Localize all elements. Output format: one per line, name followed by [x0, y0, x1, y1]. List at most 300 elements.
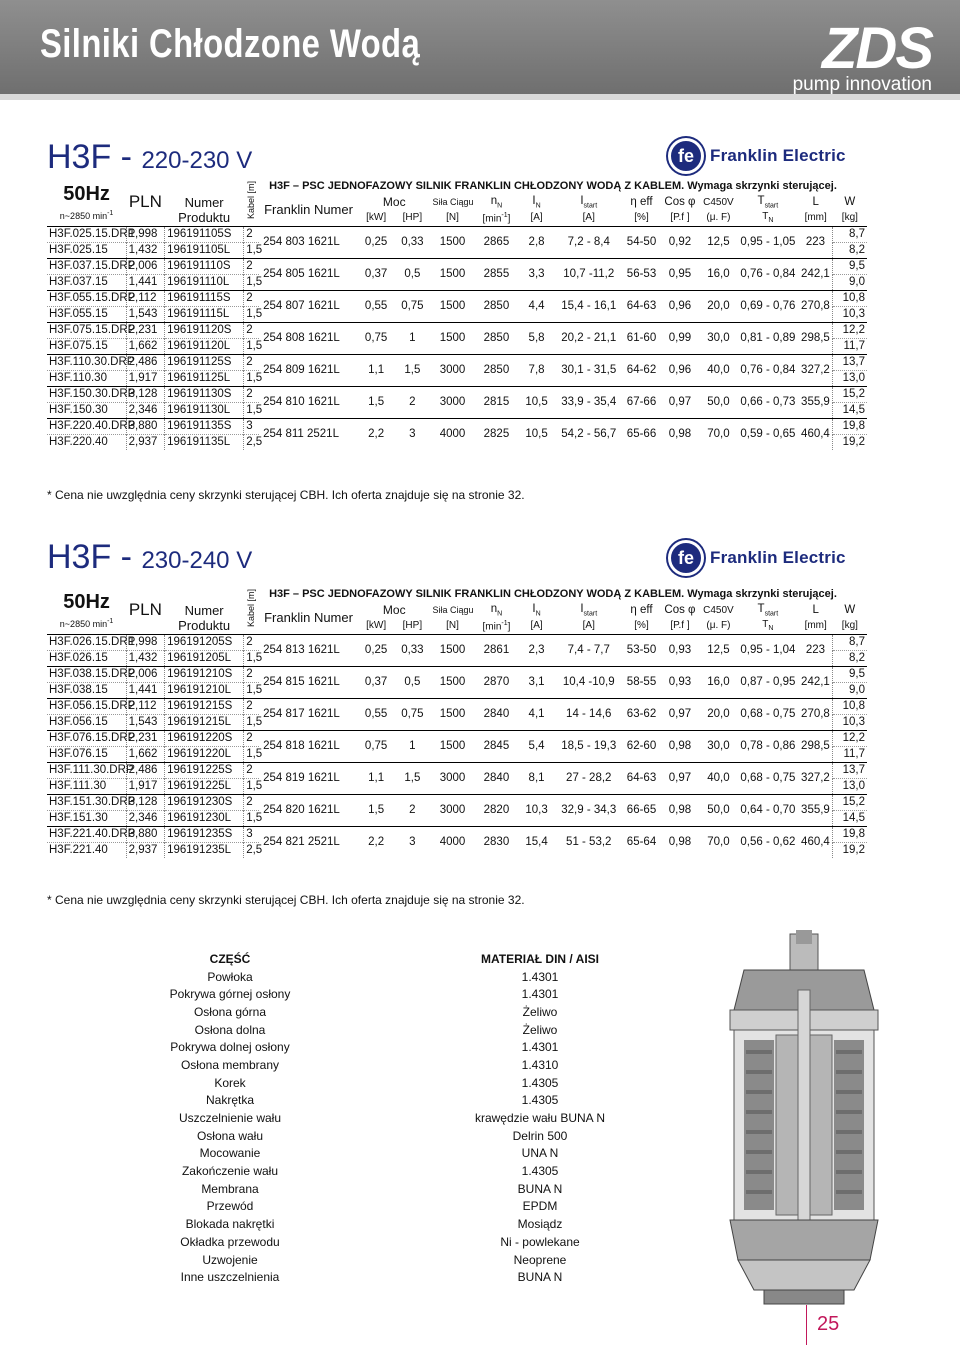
weight: 9,5 [833, 666, 867, 682]
product-number: 196191135L [165, 434, 244, 450]
product-number: 196191235S [165, 826, 244, 842]
unit-kg: [kg] [841, 620, 858, 632]
price-pln: 1,998 [126, 226, 164, 242]
speed-header [474, 602, 518, 618]
unit-hp: [HP] [402, 620, 423, 632]
power-kw: 0,25 [358, 226, 394, 258]
part-material: Żeliwo [522, 1004, 558, 1019]
start-current: 7,4 - 7,7 [555, 634, 623, 666]
header-symbol: T [757, 194, 765, 207]
product-number: 196191220S [165, 730, 244, 746]
efficiency: 63-62 [623, 698, 660, 730]
speed: 2850 [474, 290, 518, 322]
cable-length: 2 [244, 354, 259, 370]
materials-table [150, 950, 640, 1286]
power-kw: 0,55 [358, 290, 394, 322]
part-material: 1.4301 [521, 987, 559, 1002]
franklin-number: 254 811 2521L [259, 418, 358, 450]
start-current-header [555, 602, 623, 618]
product-number: 196191220L [165, 746, 244, 762]
length-header: L [812, 196, 819, 208]
length: 355,9 [799, 386, 833, 418]
unit-tn [737, 618, 799, 634]
franklin-logo-2 [668, 540, 846, 576]
header-index: N [535, 202, 541, 210]
weight: 14,5 [833, 810, 867, 826]
part-material: Żeliwo [522, 1022, 558, 1037]
part-name: Pokrywa dolnej osłony [170, 1040, 290, 1055]
cos-header: Cos φ [664, 196, 696, 208]
capacitor: 20,0 [700, 698, 737, 730]
franklin-number: 254 820 1621L [259, 794, 358, 826]
price-pln: 2,346 [126, 402, 164, 418]
start-current: 32,9 - 34,3 [555, 794, 623, 826]
speed: 2820 [474, 794, 518, 826]
length: 270,8 [799, 290, 833, 322]
current: 7,8 [518, 354, 554, 386]
cable-header-label: Kabel [m] [246, 181, 257, 220]
table-row [47, 386, 867, 402]
part-name: Uzwojenie [202, 1252, 258, 1267]
product-number: 196191105S [165, 226, 244, 242]
cable-length: 2 [244, 322, 259, 338]
weight: 13,0 [833, 370, 867, 386]
part-name: Osłona dolna [194, 1022, 266, 1037]
price-pln: 1,662 [126, 338, 164, 354]
length: 327,2 [799, 354, 833, 386]
materials-row [150, 1038, 640, 1056]
materials-row [150, 1198, 640, 1216]
unit-kw: [kW] [366, 620, 387, 632]
product-number: 196191230L [165, 810, 244, 826]
product-number: 196191130L [165, 402, 244, 418]
capacitor: 16,0 [700, 258, 737, 290]
cable-length: 2,5 [244, 434, 259, 450]
current: 8,1 [518, 762, 554, 794]
length: 223 [799, 634, 833, 666]
hz-label: 50Hz [63, 591, 110, 613]
power-hp: 1,5 [394, 354, 430, 386]
model-code: H3F.151.30.DRP [49, 796, 136, 808]
product-header-2: Produktu [178, 618, 231, 633]
cable-length: 1,5 [244, 714, 259, 730]
cable-length: 2 [244, 698, 259, 714]
capacitor: 12,5 [700, 634, 737, 666]
cable-length: 2 [244, 226, 259, 242]
cable-length: 3 [244, 418, 259, 434]
length: 298,5 [799, 322, 833, 354]
materials-row [150, 1109, 640, 1127]
power-kw: 2,2 [358, 418, 394, 450]
part-material: Neoprene [513, 1252, 567, 1267]
header-index: N [535, 610, 541, 618]
product-number: 196191125L [165, 370, 244, 386]
weight: 12,2 [833, 730, 867, 746]
materials-row [150, 968, 640, 986]
start-current: 18,5 - 19,3 [555, 730, 623, 762]
cos-phi: 0,95 [660, 258, 700, 290]
part-name: Membrana [201, 1181, 259, 1196]
table-row [47, 698, 867, 714]
efficiency: 64-63 [623, 762, 660, 794]
start-torque: 0,78 - 0,86 [737, 730, 799, 762]
header-symbol: T [762, 211, 769, 223]
efficiency: 65-66 [623, 418, 660, 450]
power-hp: 0,5 [394, 258, 430, 290]
table-row [47, 666, 867, 682]
price-pln: 1,998 [126, 634, 164, 650]
model-code: H3F.025.15 [47, 242, 126, 258]
power-hp: 1 [394, 730, 430, 762]
efficiency: 66-65 [623, 794, 660, 826]
price-pln: 2,231 [126, 322, 164, 338]
model-code: H3F.075.15.DRP [49, 324, 136, 336]
start-torque: 0,68 - 0,75 [737, 698, 799, 730]
product-number: 196191110S [165, 258, 244, 274]
part-name: Osłona wału [196, 1128, 264, 1143]
speed: 2861 [474, 634, 518, 666]
current: 4,4 [518, 290, 554, 322]
header-index: start [764, 610, 779, 618]
table-units-row [47, 618, 867, 634]
power-hp: 2 [394, 386, 430, 418]
model-code: H3F.075.15 [47, 338, 126, 354]
materials-row [150, 1056, 640, 1074]
pln-header: PLN [128, 191, 162, 211]
franklin-number: 254 805 1621L [259, 258, 358, 290]
part-material: BUNA N [517, 1270, 563, 1285]
franklin-badge-icon: fe [668, 138, 704, 174]
materials-row [150, 1251, 640, 1269]
current: 10,3 [518, 794, 554, 826]
length: 460,4 [799, 826, 833, 858]
power-kw: 0,25 [358, 634, 394, 666]
power-hp: 3 [394, 418, 430, 450]
unit-pct: [%] [634, 620, 649, 632]
efficiency: 64-62 [623, 354, 660, 386]
power-hp: 0,75 [394, 698, 430, 730]
power-kw: 0,55 [358, 698, 394, 730]
franklin-number: 254 818 1621L [259, 730, 358, 762]
part-material: Delrin 500 [512, 1128, 568, 1143]
product-number: 196191235L [165, 842, 244, 858]
franklin-number: 254 813 1621L [259, 634, 358, 666]
thrust-header: Siła Ciągu [432, 605, 474, 615]
speed: 2855 [474, 258, 518, 290]
start-torque-header [737, 602, 799, 618]
franklin-number-header: Franklin Numer [264, 610, 353, 626]
zds-logo: ZDS [822, 16, 932, 81]
cable-length: 1,5 [244, 370, 259, 386]
speed: 2825 [474, 418, 518, 450]
cable-header-label: Kabel [m] [246, 589, 257, 628]
cable-length: 3 [244, 826, 259, 842]
price-pln: 2,486 [126, 762, 164, 778]
weight: 13,0 [833, 778, 867, 794]
cable-length: 2 [244, 794, 259, 810]
power-kw: 1,1 [358, 762, 394, 794]
length: 355,9 [799, 794, 833, 826]
start-current: 10,4 -10,9 [555, 666, 623, 698]
header-index: -1 [107, 210, 114, 217]
cos-phi: 0,98 [660, 794, 700, 826]
cable-length: 1,5 [244, 242, 259, 258]
thrust: 1500 [431, 634, 475, 666]
motor-cross-section-image [674, 930, 934, 1310]
power-hp: 0,75 [394, 290, 430, 322]
part-material: Ni - powlekane [500, 1234, 580, 1249]
weight: 10,3 [833, 306, 867, 322]
efficiency: 65-64 [623, 826, 660, 858]
power-hp: 1 [394, 322, 430, 354]
unit-hp: [HP] [402, 212, 423, 224]
rpm-label [47, 210, 126, 226]
franklin-number-header: Franklin Numer [264, 202, 353, 218]
price-pln: 1,543 [126, 306, 164, 322]
part-name: Blokada nakrętki [185, 1217, 275, 1232]
part-material: BUNA N [517, 1181, 563, 1196]
efficiency: 54-50 [623, 226, 660, 258]
table-row [47, 226, 867, 242]
unit-pf: [P.f ] [670, 620, 690, 632]
model-code: H3F.221.40.DRP [49, 828, 136, 840]
current: 10,5 [518, 418, 554, 450]
start-current: 27 - 28,2 [555, 762, 623, 794]
cable-length: 1,5 [244, 810, 259, 826]
price-pln: 1,917 [126, 778, 164, 794]
header-symbol: [min [482, 212, 502, 224]
product-number: 196191205L [165, 650, 244, 666]
table-row [47, 258, 867, 274]
price-pln: 2,937 [126, 842, 164, 858]
franklin-logo-text: Franklin Electric [710, 146, 846, 165]
efficiency: 64-63 [623, 290, 660, 322]
price-pln: 2,346 [126, 810, 164, 826]
part-name: Osłona górna [193, 1004, 267, 1019]
capacitor: 12,5 [700, 226, 737, 258]
part-material: 1.4310 [521, 1057, 559, 1072]
start-current: 14 - 14,6 [555, 698, 623, 730]
start-current: 7,2 - 8,4 [555, 226, 623, 258]
franklin-number: 254 810 1621L [259, 386, 358, 418]
cable-length: 2 [244, 386, 259, 402]
materials-row [150, 1215, 640, 1233]
current: 4,1 [518, 698, 554, 730]
model-code: H3F.110.30.DRP [49, 356, 135, 368]
product-number: 196191125S [165, 354, 244, 370]
part-name: Przewód [206, 1199, 254, 1214]
power-kw: 0,37 [358, 258, 394, 290]
part-name: Osłona membrany [180, 1057, 280, 1072]
length: 242,1 [799, 258, 833, 290]
thrust: 4000 [431, 418, 475, 450]
franklin-number: 254 809 1621L [259, 354, 358, 386]
model-code: H3F.150.30 [47, 402, 126, 418]
price-pln: 2,112 [126, 698, 164, 714]
weight: 10,8 [833, 290, 867, 306]
unit-pf: [P.f ] [670, 212, 690, 224]
materials-row [150, 1268, 640, 1286]
unit-kw: [kW] [366, 212, 387, 224]
part-material: 1.4305 [521, 1093, 559, 1108]
section-title-220-230: H3F - 220-230 V [47, 138, 253, 176]
start-torque: 0,87 - 0,95 [737, 666, 799, 698]
start-torque: 0,81 - 0,89 [737, 322, 799, 354]
current: 3,3 [518, 258, 554, 290]
speed: 2850 [474, 354, 518, 386]
model-code: H3F.038.15.DRP [49, 668, 136, 680]
franklin-number: 254 819 1621L [259, 762, 358, 794]
weight: 11,7 [833, 746, 867, 762]
materials-row [150, 1074, 640, 1092]
cable-length: 2 [244, 634, 259, 650]
header-index: -1 [501, 619, 508, 627]
power-kw: 0,37 [358, 666, 394, 698]
header-symbol: n~2850 min [59, 211, 108, 221]
cable-length: 1,5 [244, 402, 259, 418]
cos-phi: 0,93 [660, 666, 700, 698]
product-number: 196191205S [165, 634, 244, 650]
part-material: 1.4301 [521, 1040, 559, 1055]
section-title-230-240: H3F - 230-240 V [47, 538, 253, 576]
franklin-number: 254 808 1621L [259, 322, 358, 354]
start-torque: 0,59 - 0,65 [737, 418, 799, 450]
speed: 2865 [474, 226, 518, 258]
materials-row [150, 1092, 640, 1110]
table-row [47, 826, 867, 842]
franklin-number: 254 817 1621L [259, 698, 358, 730]
part-material: UNA N [521, 1146, 559, 1161]
start-torque: 0,64 - 0,70 [737, 794, 799, 826]
model-code: H3F.026.15.DRP [49, 636, 136, 648]
capacitor: 50,0 [700, 386, 737, 418]
header-symbol: I [580, 194, 584, 207]
table-banner-row [47, 178, 867, 194]
weight: 11,7 [833, 338, 867, 354]
weight: 9,0 [833, 274, 867, 290]
capacitor: 70,0 [700, 418, 737, 450]
weight: 15,2 [833, 794, 867, 810]
speed: 2845 [474, 730, 518, 762]
unit-a: [A] [530, 212, 543, 224]
start-current-header [555, 194, 623, 210]
header-index: N [497, 202, 503, 210]
cable-length: 1,5 [244, 338, 259, 354]
speed: 2815 [474, 386, 518, 418]
efficiency-header: η eff [630, 196, 653, 208]
thrust: 1500 [431, 322, 475, 354]
cos-phi: 0,92 [660, 226, 700, 258]
unit-muf: (μ. F) [706, 212, 731, 224]
cable-length: 2 [244, 666, 259, 682]
product-header-2: Produktu [178, 210, 231, 225]
model-code: H3F.111.30 [47, 778, 126, 794]
header-symbol: T [762, 619, 769, 631]
power-hp: 0,33 [394, 226, 430, 258]
model-code: H3F.037.15.DRP [49, 260, 136, 272]
table-banner: H3F – PSC JEDNOFAZOWY SILNIK FRANKLIN CHŁODZONY WODĄ Z KABLEM. Wymaga skrzynki sterującej. [269, 180, 837, 192]
zds-slogan: pump innovation [792, 74, 932, 95]
header-symbol: I [532, 194, 536, 207]
product-number: 196191120S [165, 322, 244, 338]
weight: 8,2 [833, 242, 867, 258]
start-current: 20,2 - 21,1 [555, 322, 623, 354]
product-number: 196191115L [165, 306, 244, 322]
model-code: H3F.056.15 [47, 714, 126, 730]
price-pln: 2,231 [126, 730, 164, 746]
product-number: 196191225S [165, 762, 244, 778]
product-number: 196191215S [165, 698, 244, 714]
capacitor: 40,0 [700, 354, 737, 386]
capacitor-header: C450V [703, 196, 734, 208]
unit-rpm-end: ] [507, 212, 511, 224]
cable-length: 2 [244, 290, 259, 306]
cable-length: 1,5 [244, 274, 259, 290]
table-row [47, 290, 867, 306]
current: 5,4 [518, 730, 554, 762]
price-pln: 2,112 [126, 290, 164, 306]
power-kw: 0,75 [358, 730, 394, 762]
part-material: Mosiądz [517, 1217, 563, 1232]
power-kw: 0,75 [358, 322, 394, 354]
model-code: H3F.055.15 [47, 306, 126, 322]
materials-header [150, 950, 640, 968]
unit-kg: [kg] [841, 212, 858, 224]
table-note-2: * Cena nie uwzględnia ceny skrzynki sterującej CBH. Ich oferta znajduje się na stronie 32. [47, 893, 525, 907]
materials-row [150, 1021, 640, 1039]
header-index: start [764, 202, 779, 210]
length: 460,4 [799, 418, 833, 450]
length: 270,8 [799, 698, 833, 730]
capacitor: 70,0 [700, 826, 737, 858]
weight: 10,3 [833, 714, 867, 730]
header-symbol: n~2850 min [59, 619, 108, 629]
price-pln: 2,937 [126, 434, 164, 450]
thrust: 1500 [431, 730, 475, 762]
product-number: 196191135S [165, 418, 244, 434]
model-code: H3F.220.40.DRP [49, 420, 136, 432]
unit-rpm [474, 210, 518, 226]
thrust: 3000 [431, 354, 475, 386]
price-pln: 3,880 [126, 418, 164, 434]
part-name: Uszczelnienie wału [178, 1111, 282, 1126]
speed: 2830 [474, 826, 518, 858]
unit-pct: [%] [634, 212, 649, 224]
product-number: 196191105L [165, 242, 244, 258]
franklin-number: 254 821 2521L [259, 826, 358, 858]
header-index: -1 [107, 618, 114, 625]
pln-header: PLN [128, 599, 162, 619]
price-pln: 1,441 [126, 274, 164, 290]
table-row [47, 322, 867, 338]
start-torque: 0,56 - 0,62 [737, 826, 799, 858]
table-row [47, 634, 867, 650]
start-torque: 0,95 - 1,05 [737, 226, 799, 258]
part-material: 1.4301 [521, 969, 559, 984]
capacitor: 16,0 [700, 666, 737, 698]
cos-phi: 0,97 [660, 698, 700, 730]
model-code: H3F.221.40 [47, 842, 126, 858]
efficiency-header: η eff [630, 604, 653, 616]
start-torque: 0,76 - 0,84 [737, 258, 799, 290]
start-current: 33,9 - 35,4 [555, 386, 623, 418]
model-code: H3F.037.15 [47, 274, 126, 290]
price-pln: 1,432 [126, 242, 164, 258]
thrust: 1500 [431, 226, 475, 258]
current: 2,3 [518, 634, 554, 666]
current: 2,8 [518, 226, 554, 258]
unit-a2: [A] [582, 212, 595, 224]
